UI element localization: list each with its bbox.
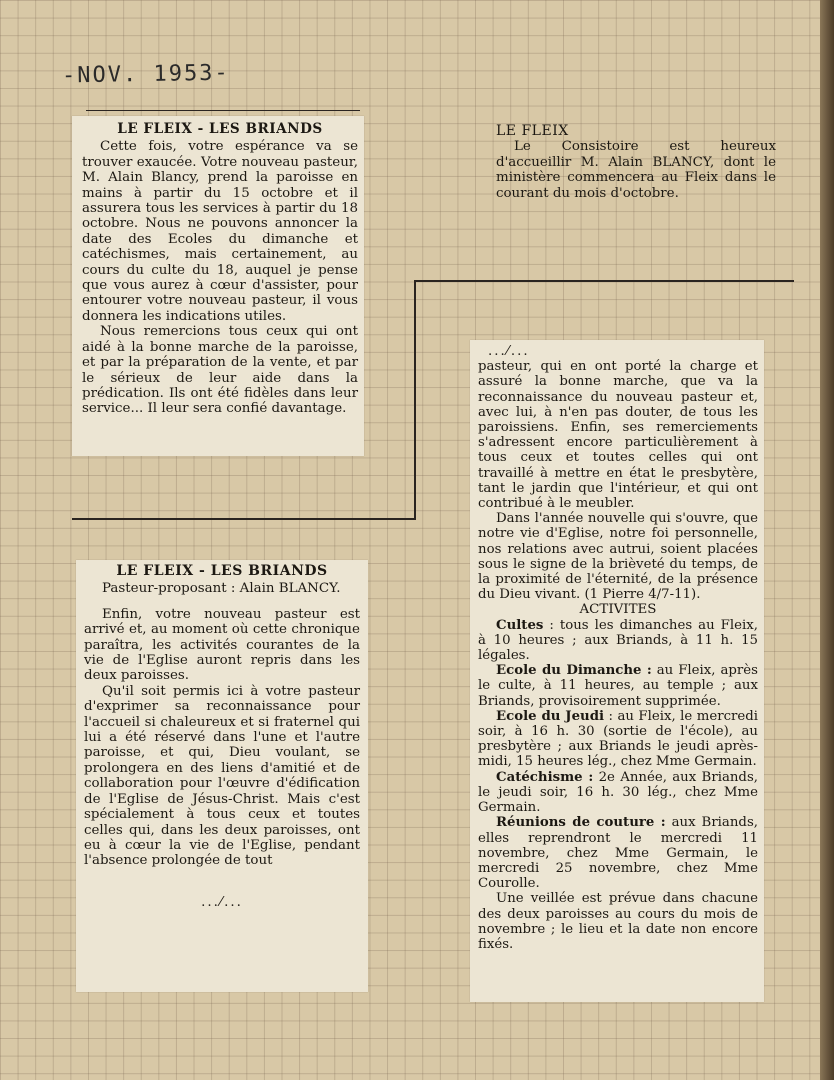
clipping-paragraph: Enfin, votre nouveau pasteur est arrivé et, au moment où cette chronique paraîtra, les activités courantes de la vie de l'Eglise auront repris dans les deux paroisses. bbox=[84, 606, 360, 684]
activity-text: au Fleix, après le culte, à 11 heures, au temple ; aux Briands, provisoirement supprimée. bbox=[478, 663, 758, 709]
activity-label: Ecole du Dimanche : bbox=[496, 663, 652, 679]
clipping-paragraph: Cette fois, votre espérance va se trouver exaucée. Votre nouveau pasteur, M. Alain Blancy, prend la paroisse en mains à partir du 15 octobre et il assurera tous les services à partir du 18 octobre. Nous ne pouvons annoncer la date des Ecoles du dimanche et catéchismes, mais certainement, au cours du culte du 18, auquel je pense que vous aurez à cœur d'assister, pour entourer votre nouveau pasteur, il vous donnera les indications utiles. bbox=[82, 139, 358, 324]
activity-label: Réunions de couture : bbox=[496, 815, 666, 831]
activity-text: 2e Année, aux Briands, le jeudi soir, 16 h. 30 lég., chez Mme Germain. bbox=[478, 769, 758, 816]
activity-label: Catéchisme : bbox=[496, 769, 594, 785]
pencil-line bbox=[414, 280, 416, 520]
clipping-paragraph: Le Consistoire est heureux d'accueillir M. Alain BLANCY, dont le ministère commencera au Fleix dans le courant du mois d'octobre. bbox=[496, 139, 776, 201]
handwritten-date: -NOV. 1953- bbox=[61, 60, 230, 89]
activity-text: : au Fleix, le mercredi soir, à 16 h. 30 (sortie de l'école), au presbytère ; aux Briands le jeudi après-midi, 15 heures lég., chez Mme Germain. bbox=[478, 708, 759, 770]
pencil-line bbox=[86, 110, 360, 111]
clipping-paragraph: Dans l'année nouvelle qui s'ouvre, que notre vie d'Eglise, notre foi personnelle, nos relations avec autrui, soient placées sous le signe de la brièveté du temps, de la proximité de l'éternité, de la présence du Dieu vivant. (1 Pierre 4/7-11). bbox=[478, 511, 758, 603]
news-clipping-3 bbox=[76, 560, 368, 992]
activity-label: Ecole du Jeudi bbox=[496, 708, 605, 724]
clipping-paragraph: pasteur, qui en ont porté la charge et assuré la bonne marche, que va la reconnaissance du nouveau pasteur et, avec lui, à n'en pas douter, de tous les paroissiens. Enfin, ses remerciements s'adressent encore particulièrement à tous ceux et toutes celles qui ont travaillé à mettre en état le presbytère, tant le jardin que l'intérieur, et qui ont contribué à le meubler. bbox=[478, 359, 758, 512]
activity-label: Cultes bbox=[496, 617, 544, 633]
activity-text: aux Briands, elles reprendront le mercredi 11 novembre, chez Mme Germain, le mercredi 25 novembre, chez Mme Courolle. bbox=[478, 815, 758, 892]
clipping-heading: LE FLEIX - LES BRIANDS bbox=[116, 563, 328, 579]
clipping-heading: LE FLEIX bbox=[496, 123, 569, 139]
clipping-heading: LE FLEIX - LES BRIANDS bbox=[117, 121, 323, 137]
clipping-subheading: Pasteur-proposant : Alain BLANCY. bbox=[102, 581, 341, 597]
activity-ecole-dimanche bbox=[478, 663, 758, 709]
activity-text: : tous les dimanches au Fleix, à 10 heures ; aux Briands, à 11 h. 15 légales. bbox=[478, 617, 758, 664]
news-clipping-2 bbox=[490, 120, 780, 206]
continued-mark: ...⁄... bbox=[488, 344, 530, 359]
activity-catechisme bbox=[478, 770, 758, 816]
clipping-paragraph: Qu'il soit permis ici à votre pasteur d'exprimer sa reconnaissance pour l'accueil si chaleureux et si fraternel qui lui a été réservé dans l'une et l'autre paroisse, et qui, Dieu voulant, se prolongera en des liens d'amitié et de collaboration pour l'œuvre d'édification de l'Eglise de Jésus-Christ. Mais c'est spécialement à tous ceux et toutes celles qui, dans les deux paroisses, ont eu à cœur la vie de l'Eglise, pendant l'absence prolongée de tout bbox=[84, 683, 360, 869]
news-clipping-1 bbox=[72, 116, 364, 456]
continued-mark: ...⁄... bbox=[201, 894, 243, 910]
clipping-paragraph: Une veillée est prévue dans chacune des deux paroisses au cours du mois de novembre ; le lieu et la date non encore fixés. bbox=[478, 891, 758, 952]
news-clipping-4 bbox=[470, 340, 764, 1002]
activities-title: ACTIVITES bbox=[579, 602, 657, 618]
clipping-paragraph: Nous remercions tous ceux qui ont aidé à la bonne marche de la paroisse, et par la préparation de la vente, et par le sérieux de leur aide dans la prédication. Ils ont été fidèles dans leur service... Il leur sera confié davantage. bbox=[82, 324, 358, 417]
activity-cultes bbox=[478, 618, 758, 664]
activity-ecole-jeudi bbox=[478, 709, 758, 770]
notebook-spine bbox=[820, 0, 834, 1080]
activity-couture bbox=[478, 815, 758, 891]
pencil-line bbox=[72, 518, 416, 520]
pencil-line bbox=[414, 280, 794, 282]
